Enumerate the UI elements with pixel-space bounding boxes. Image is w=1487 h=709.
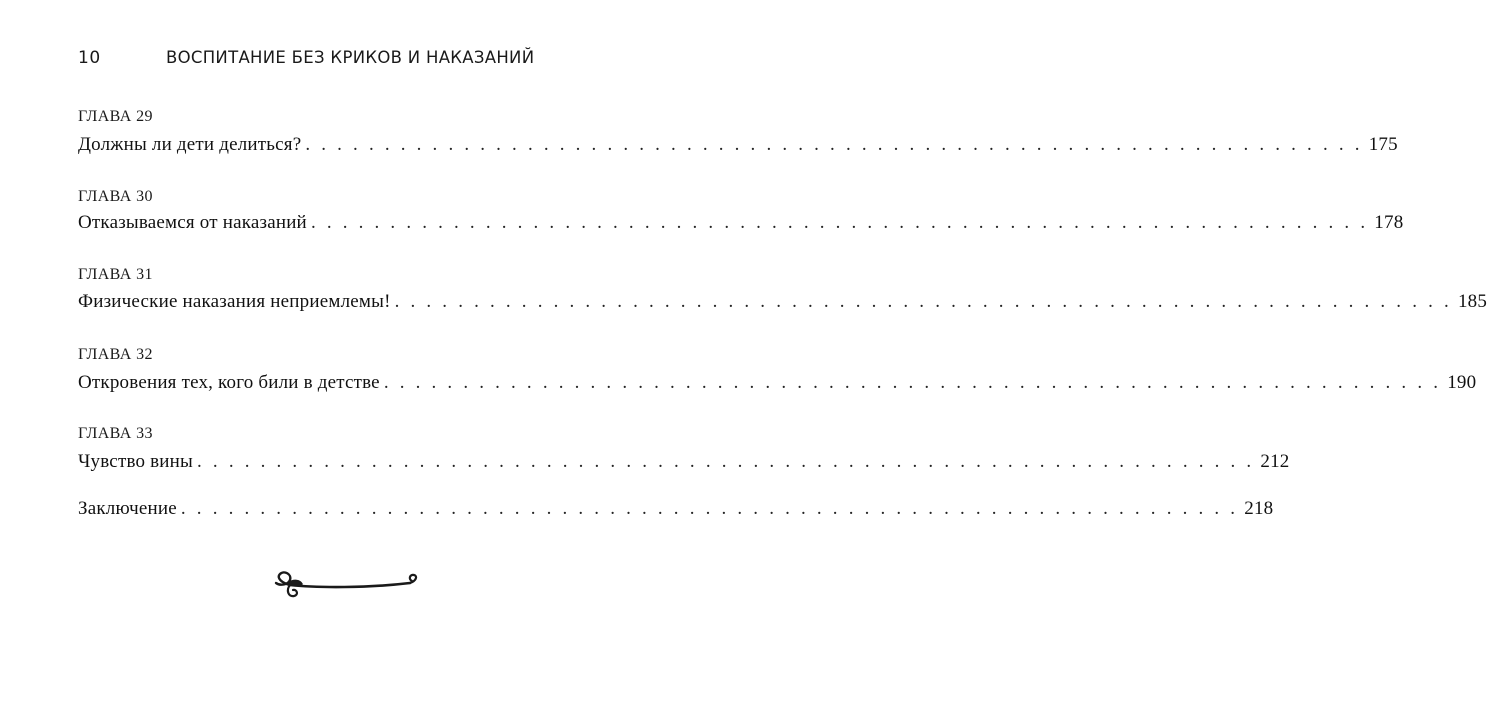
- toc-entry-title: Заключение: [78, 498, 177, 519]
- toc-entry-page: 175: [1368, 134, 1398, 155]
- toc-entry: [78, 451, 1290, 475]
- dot-leader: . . . . . . . . . . . . . . . . . . . . . . . . . . . . . . . . . . . . . . . . . . . . . . . . . . . . . . . . . . . . . . . . . . .: [394, 291, 1452, 312]
- dot-leader: . . . . . . . . . . . . . . . . . . . . . . . . . . . . . . . . . . . . . . . . . . . . . . . . . . . . . . . . . . . . . . . . . . .: [180, 498, 1239, 519]
- toc-entry-page: 190: [1447, 372, 1477, 393]
- toc-entry: [78, 291, 1487, 315]
- flourish-divider-icon: [268, 568, 424, 602]
- chapter-label: ГЛАВА 31: [78, 266, 153, 283]
- toc-entry-title: Физические наказания неприемлемы!: [78, 291, 391, 312]
- toc-entry: [78, 134, 1398, 158]
- toc-entry-conclusion: [78, 498, 1274, 522]
- toc-entry-title: Откровения тех, кого били в детстве: [78, 372, 380, 393]
- toc-entry-title: Должны ли дети делиться?: [78, 134, 302, 155]
- dot-leader: . . . . . . . . . . . . . . . . . . . . . . . . . . . . . . . . . . . . . . . . . . . . . . . . . . . . . . . . . . . . . . . . . . .: [310, 212, 1369, 233]
- toc-entry: [78, 212, 1404, 236]
- toc-entry-page: 178: [1374, 212, 1404, 233]
- dot-leader: . . . . . . . . . . . . . . . . . . . . . . . . . . . . . . . . . . . . . . . . . . . . . . . . . . . . . . . . . . . . . . . . . . .: [305, 134, 1363, 155]
- chapter-label: ГЛАВА 32: [78, 346, 153, 363]
- page-number: 10: [78, 48, 101, 68]
- toc-entry-page: 185: [1457, 291, 1487, 312]
- toc-entry-page: 212: [1260, 451, 1290, 472]
- toc-entry: [78, 372, 1477, 396]
- chapter-label: ГЛАВА 33: [78, 425, 153, 442]
- chapter-label: ГЛАВА 30: [78, 188, 153, 205]
- toc-entry-title: Чувство вины: [78, 451, 194, 472]
- chapter-label: ГЛАВА 29: [78, 108, 153, 125]
- running-header: [78, 48, 613, 72]
- toc-entry-page: 218: [1244, 498, 1274, 519]
- book-title: ВОСПИТАНИЕ БЕЗ КРИКОВ И НАКАЗАНИЙ: [166, 48, 535, 67]
- dot-leader: . . . . . . . . . . . . . . . . . . . . . . . . . . . . . . . . . . . . . . . . . . . . . . . . . . . . . . . . . . . . . . . . . . .: [383, 372, 1442, 393]
- toc-entry-title: Отказываемся от наказаний: [78, 212, 307, 233]
- dot-leader: . . . . . . . . . . . . . . . . . . . . . . . . . . . . . . . . . . . . . . . . . . . . . . . . . . . . . . . . . . . . . . . . . . .: [197, 451, 1255, 472]
